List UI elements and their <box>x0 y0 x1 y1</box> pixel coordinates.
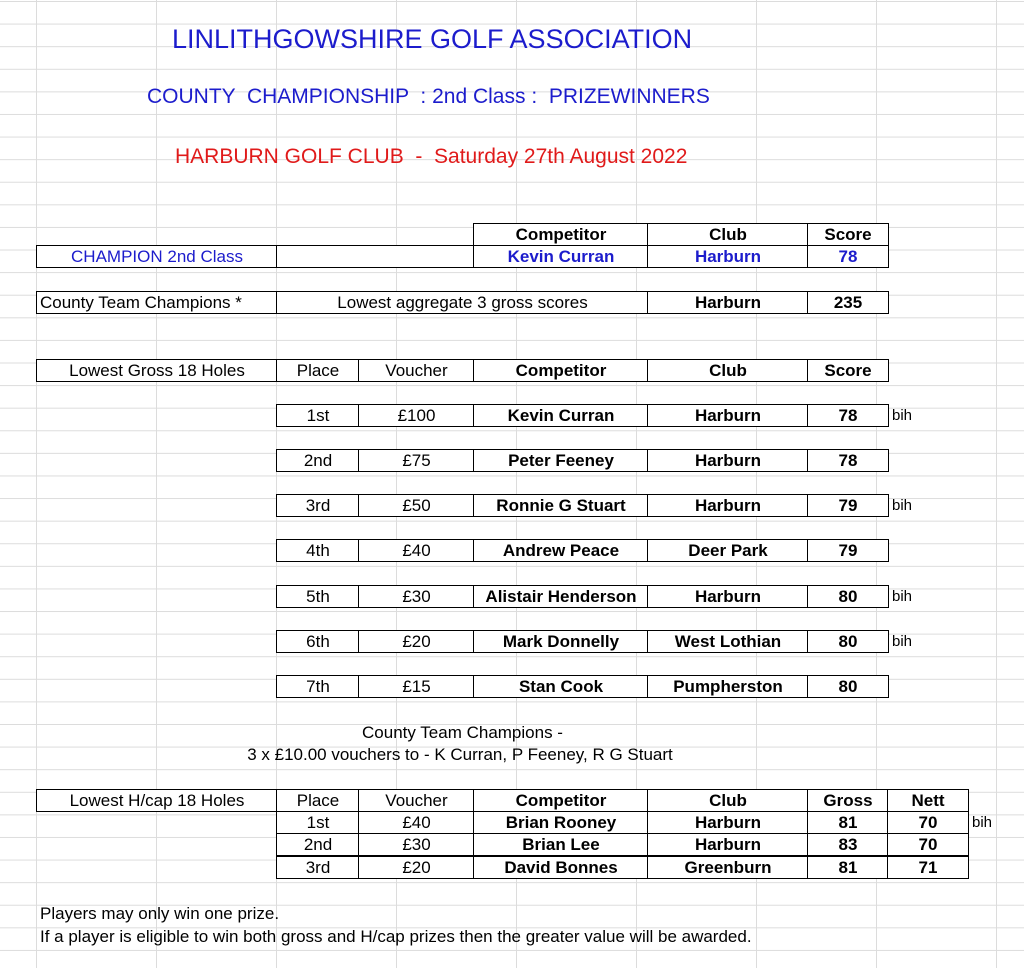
gross-score: 79 <box>807 539 889 562</box>
champion-club-header: Club <box>647 223 809 246</box>
gross-voucher: £50 <box>358 494 475 517</box>
gross-score: 80 <box>807 630 889 653</box>
gross-club: Harburn <box>647 404 809 427</box>
hcap-club-header: Club <box>647 789 809 812</box>
hcap-nett: 70 <box>887 833 969 856</box>
hcap-competitor-header: Competitor <box>473 789 649 812</box>
team-description: Lowest aggregate 3 gross scores <box>276 291 649 314</box>
gross-voucher: £75 <box>358 449 475 472</box>
hcap-gross-header: Gross <box>807 789 889 812</box>
gross-club: Pumpherston <box>647 675 809 698</box>
champion-score: 78 <box>807 245 889 268</box>
gross-club: Harburn <box>647 494 809 517</box>
hcap-voucher-header: Voucher <box>358 789 475 812</box>
gross-voucher-header: Voucher <box>358 359 475 382</box>
gross-place: 5th <box>276 585 360 608</box>
hcap-place: 3rd <box>276 856 360 879</box>
hcap-category-header: Lowest H/cap 18 Holes <box>36 789 278 812</box>
hcap-gross: 83 <box>807 833 889 856</box>
gross-club: Harburn <box>647 585 809 608</box>
gross-score: 78 <box>807 449 889 472</box>
gross-place: 3rd <box>276 494 360 517</box>
gross-score-header: Score <box>807 359 889 382</box>
gross-place: 1st <box>276 404 360 427</box>
footnote-line2: If a player is eligible to win both gross and H/cap prizes then the greater value will be awarded. <box>40 927 752 946</box>
gross-score: 78 <box>807 404 889 427</box>
hcap-gross: 81 <box>807 856 889 879</box>
gross-club: Harburn <box>647 449 809 472</box>
team-note-line1: County Team Champions - <box>362 722 563 742</box>
gross-voucher: £40 <box>358 539 475 562</box>
gross-competitor: Mark Donnelly <box>473 630 649 653</box>
gross-competitor: Alistair Henderson <box>473 585 649 608</box>
venue-date-title: HARBURN GOLF CLUB - Saturday 27th August 2022 <box>175 145 688 168</box>
gross-note: bih <box>892 633 913 650</box>
hcap-club: Harburn <box>647 833 809 856</box>
champion-competitor: Kevin Curran <box>473 245 649 268</box>
gross-score: 80 <box>807 585 889 608</box>
hcap-competitor: Brian Rooney <box>473 811 649 834</box>
gross-competitor: Andrew Peace <box>473 539 649 562</box>
hcap-voucher: £30 <box>358 833 475 856</box>
champion-label: CHAMPION 2nd Class <box>36 245 278 268</box>
gross-competitor: Kevin Curran <box>473 404 649 427</box>
hcap-nett-header: Nett <box>887 789 969 812</box>
team-score: 235 <box>807 291 889 314</box>
team-club: Harburn <box>647 291 809 314</box>
hcap-note: bih <box>972 814 993 831</box>
event-title: COUNTY CHAMPIONSHIP : 2nd Class : PRIZEWINNERS <box>147 85 710 108</box>
gross-place: 2nd <box>276 449 360 472</box>
hcap-voucher: £20 <box>358 856 475 879</box>
champion-club: Harburn <box>647 245 809 268</box>
gross-note: bih <box>892 497 913 514</box>
hcap-nett: 70 <box>887 811 969 834</box>
gross-voucher: £15 <box>358 675 475 698</box>
gross-competitor-header: Competitor <box>473 359 649 382</box>
champion-score-header: Score <box>807 223 889 246</box>
champion-competitor-header: Competitor <box>473 223 649 246</box>
team-label: County Team Champions * <box>36 291 278 314</box>
gross-club: Deer Park <box>647 539 809 562</box>
gross-place: 7th <box>276 675 360 698</box>
hcap-competitor: Brian Lee <box>473 833 649 856</box>
hcap-voucher: £40 <box>358 811 475 834</box>
hcap-place: 1st <box>276 811 360 834</box>
gross-competitor: Peter Feeney <box>473 449 649 472</box>
footnote-line1: Players may only win one prize. <box>40 904 280 923</box>
gross-note: bih <box>892 407 913 424</box>
gross-voucher: £100 <box>358 404 475 427</box>
champion-empty-cell <box>276 245 475 268</box>
hcap-competitor: David Bonnes <box>473 856 649 879</box>
gross-score: 79 <box>807 494 889 517</box>
gross-competitor: Stan Cook <box>473 675 649 698</box>
association-title: LINLITHGOWSHIRE GOLF ASSOCIATION <box>172 24 693 54</box>
hcap-club: Greenburn <box>647 856 809 879</box>
gross-club: West Lothian <box>647 630 809 653</box>
gross-club-header: Club <box>647 359 809 382</box>
hcap-nett: 71 <box>887 856 969 879</box>
gross-place: 6th <box>276 630 360 653</box>
gross-note: bih <box>892 588 913 605</box>
hcap-gross: 81 <box>807 811 889 834</box>
gross-voucher: £30 <box>358 585 475 608</box>
gross-competitor: Ronnie G Stuart <box>473 494 649 517</box>
gross-category-header: Lowest Gross 18 Holes <box>36 359 278 382</box>
gross-place: 4th <box>276 539 360 562</box>
gross-place-header: Place <box>276 359 360 382</box>
hcap-place: 2nd <box>276 833 360 856</box>
gross-voucher: £20 <box>358 630 475 653</box>
hcap-place-header: Place <box>276 789 360 812</box>
team-note-line2: 3 x £10.00 vouchers to - K Curran, P Feeney, R G Stuart <box>247 744 673 764</box>
gross-score: 80 <box>807 675 889 698</box>
hcap-club: Harburn <box>647 811 809 834</box>
